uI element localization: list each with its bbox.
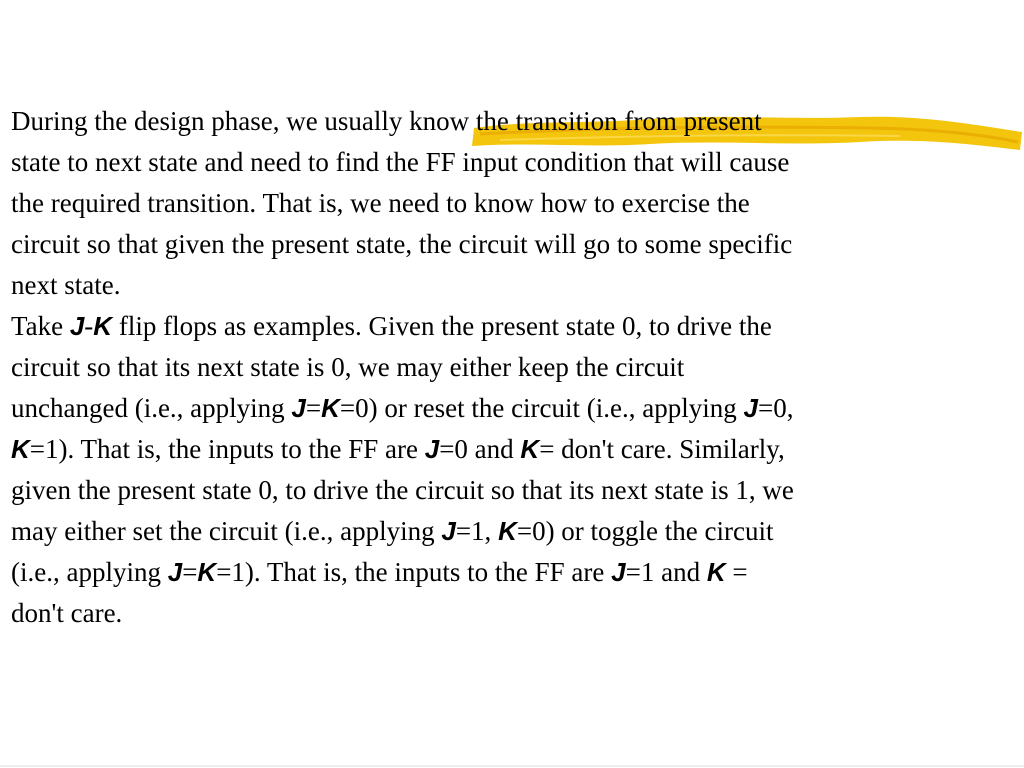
text-run: =1). That is, the inputs to the FF are: [29, 434, 425, 464]
variable-k: K: [321, 393, 340, 423]
text-line: the required transition. That is, we need to know how to exercise the: [11, 188, 750, 218]
text-line: [11, 429, 1011, 470]
text-line: [11, 511, 1011, 552]
variable-j: J: [424, 434, 440, 464]
text-run: =: [182, 557, 198, 587]
variable-j: J: [69, 311, 85, 341]
text-run: =0 and: [439, 434, 521, 464]
text-run: flip flops as examples. Given the present state 0, to drive the: [112, 311, 772, 341]
variable-k: K: [93, 311, 113, 341]
text-run: Take: [11, 311, 70, 341]
text-run: =1,: [455, 516, 499, 546]
variable-j: J: [611, 557, 626, 587]
text-line: [11, 306, 1011, 347]
text-run: -: [84, 311, 94, 341]
text-run: (i.e., applying: [11, 557, 168, 587]
text-run: unchanged (i.e., applying: [11, 393, 292, 423]
variable-j: J: [441, 516, 456, 546]
text-line: During the design phase, we usually know the transition from present: [11, 106, 762, 136]
variable-k: K: [706, 557, 726, 587]
paragraph-jk-example: [11, 306, 1011, 634]
text-line: [11, 388, 1011, 429]
text-run: =0,: [757, 393, 794, 423]
text-line: [11, 552, 1011, 593]
paragraph-design-phase: [11, 101, 1011, 306]
text-line: state to next state and need to find the FF input condition that will cause: [11, 147, 790, 177]
text-run: =: [725, 557, 748, 587]
text-run: =0) or toggle the circuit: [516, 516, 774, 546]
variable-k: K: [520, 434, 540, 464]
variable-k: K: [11, 434, 30, 464]
text-line: circuit so that its next state is 0, we may either keep the circuit: [11, 352, 685, 382]
variable-j: J: [291, 393, 306, 423]
text-run: = don't care. Similarly,: [539, 434, 785, 464]
text-line: given the present state 0, to drive the circuit so that its next state is 1, we: [11, 475, 794, 505]
variable-k: K: [498, 516, 517, 546]
variable-k: K: [197, 557, 217, 587]
variable-j: J: [743, 393, 758, 423]
text-run: =0) or reset the circuit (i.e., applying: [339, 393, 744, 423]
bottom-divider: [0, 765, 1024, 767]
text-run: =1). That is, the inputs to the FF are: [216, 557, 612, 587]
variable-j: J: [167, 557, 183, 587]
text-line: next state.: [11, 270, 121, 300]
text-run: =1 and: [625, 557, 707, 587]
text-line: circuit so that given the present state, the circuit will go to some specific: [11, 229, 793, 259]
text-run: may either set the circuit (i.e., applying: [11, 516, 442, 546]
text-run: =: [305, 393, 322, 423]
text-line: don't care.: [11, 598, 123, 628]
body-text: [11, 101, 1011, 634]
